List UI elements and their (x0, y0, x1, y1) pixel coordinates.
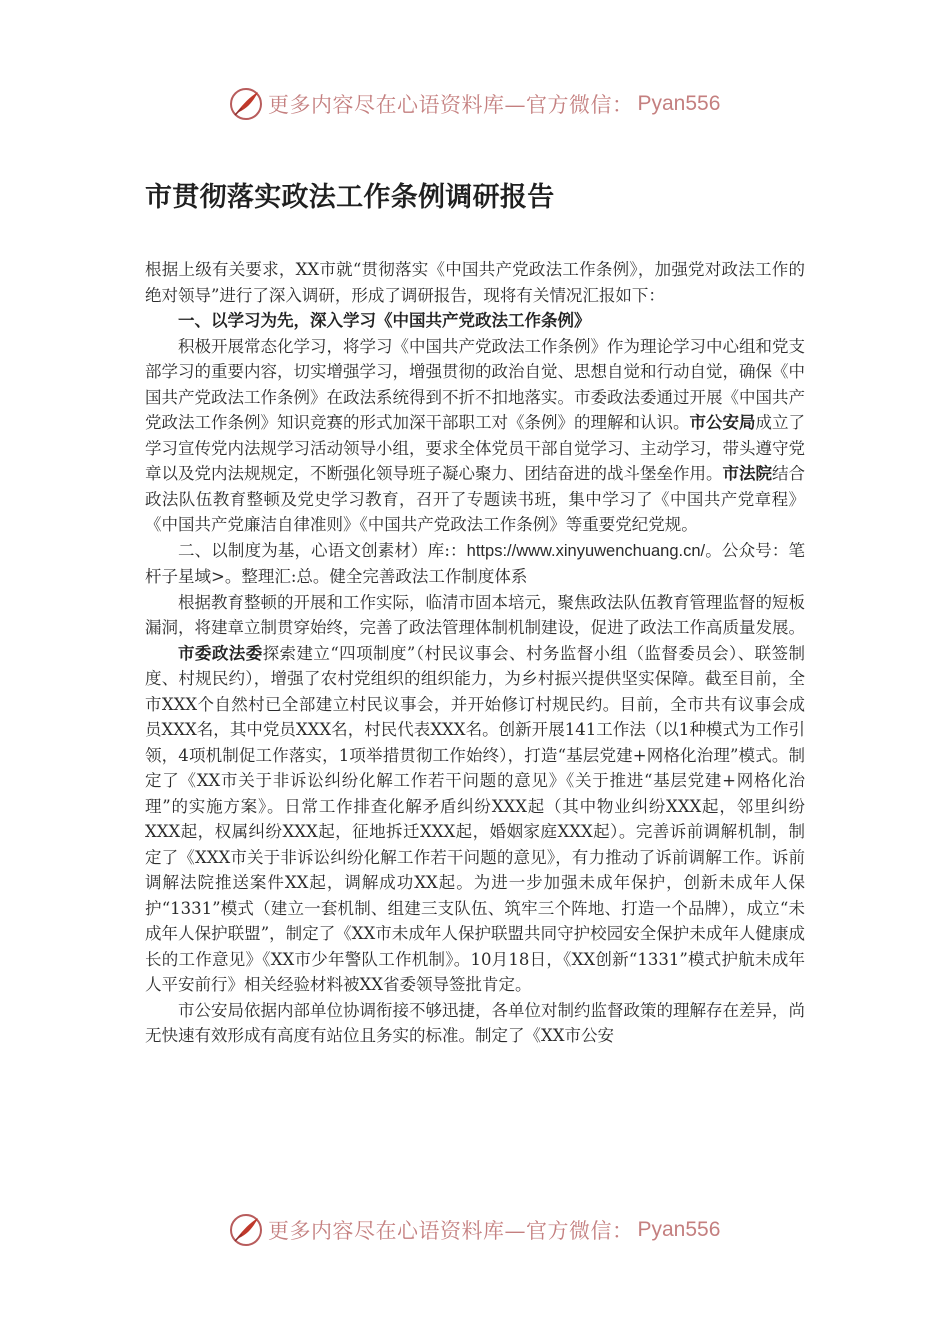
section-heading-2 (145, 538, 805, 590)
banner-text: 更多内容尽在心语资料库—官方微信： (268, 1219, 634, 1243)
document-title: 市贯彻落实政法工作条例调研报告 (145, 182, 555, 213)
paragraph-institution: 根据教育整顿的开展和工作实际，临清市固本培元，聚焦政法队伍教育管理监督的短板漏洞，将建章立制贯穿始终，完善了政法管理体制机制建设，促进了政法工作高质量发展。 (145, 592, 805, 637)
paragraph-committee (145, 641, 805, 998)
banner-wechat-id: Pyan556 (637, 1218, 721, 1241)
bold-term-public-security: 市公安局 (689, 413, 756, 432)
paragraph-text: 结合政法队伍教育整顿及党史学习教育，召开了专题读书班，集中学习了《中国共产党章程》《中国共产党廉洁自律准则》《中国共产党政法工作条例》等重要党纪党规。 (145, 464, 805, 534)
section-heading-1: 一、以学习为先，深入学习《中国共产党政法工作条例》 (178, 311, 591, 330)
paragraph-text: 积极开展常态化学习，将学习《中国共产党政法工作条例》作为理论学习中心组和党支部学习的重要内容，切实增强学习，增强贯彻的政治自觉、思想自觉和行动自觉，确保《中国共产党政法工作条例》在政法系统得到不折不扣地落实。市委政法委通过开展《中国共产党政法工作条例》知识竞赛的形式加深干部职工对《条例》的理解和认识。 (145, 336, 805, 432)
paragraph-police: 市公安局依据内部单位协调衔接不够迅捷，各单位对制约监督政策的理解存在差异，尚无快速有效形成有高度有站位且务实的标准。制定了《XX市公安 (145, 1000, 805, 1045)
quill-logo-icon (228, 86, 264, 122)
header-watermark-banner (0, 82, 950, 126)
intro-paragraph: 根据上级有关要求，XX市就“贯彻落实《中国共产党政法工作条例》，加强党对政法工作的绝对领导”进行了深入调研，形成了调研报告，现将有关情况汇报如下： (145, 260, 805, 305)
heading-text: 。公众号：笔杆子星域>。整理汇:总。健全完善政法工作制度体系 (145, 540, 806, 586)
paragraph-study (145, 334, 805, 538)
bold-term-court: 市法院 (722, 464, 772, 483)
document-body (145, 257, 805, 1049)
paragraph-text: 探索建立“四项制度”（村民议事会、村务监督小组（监督委员会）、联签制度、村规民约），增强了农村党组织的组织能力，为乡村振兴提供坚实保障。截至目前，全市XXX个自然村已全部建立村民议事会，并开始修订村规民约。目前，全市共有议事会成员XXX名，其中党员XXX名，村民代表XXX名。创新开展141工作法（以1种模式为工作引领，4项机制促工作落实，1项举措贯彻工作始终），打造“基层党建+网格化治理”模式。制定了《XX市关于非诉讼纠纷化解工作若干问题的意见》《关于推进“基层党建+网格化治理”的实施方案》。日常工作排查化解矛盾纠纷XXX起（其中物业纠纷XXX起，邻里纠纷XXX起，权属纠纷XXX起，征地拆迁XXX起，婚姻家庭XXX起）。完善诉前调解机制，制定了《XXX市关于非诉讼纠纷化解工作若干问题的意见》，有力推动了诉前调解工作。诉前调解法院推送案件XX起，调解成功XX起。为进一步加强未成年保护，创新未成年人保护“1331”模式（建立一套机制、组建三支队伍、筑牢三个阵地、打造一个品牌），成立“未成年人保护联盟”，制定了《XX市未成年人保护联盟共同守护校园安全保护未成年人健康成长的工作意见》《XX市少年警队工作机制》。10月18日，《XX创新“1331”模式护航未成年人平安前行》相关经验材料被XX省委领导签批肯定。 (145, 643, 805, 994)
website-link[interactable]: https://www.xinyuwenchuang.cn/ (466, 541, 706, 560)
quill-logo-icon (228, 1212, 264, 1248)
bold-term-committee: 市委政法委 (178, 643, 263, 663)
banner-wechat-id: Pyan556 (637, 92, 721, 115)
footer-watermark-banner (0, 1208, 950, 1252)
banner-text: 更多内容尽在心语资料库—官方微信： (268, 93, 634, 117)
paragraph-text: 成立了学习宣传党内法规学习活动领导小组，要求全体党员干部自觉学习、主动学习，带头遵守党章以及党内法规规定，不断强化领导班子凝心聚力、团结奋进的战斗堡垒作用。 (145, 413, 805, 483)
heading-text: 二、以制度为基，心语文创素材）库:： (178, 540, 467, 560)
